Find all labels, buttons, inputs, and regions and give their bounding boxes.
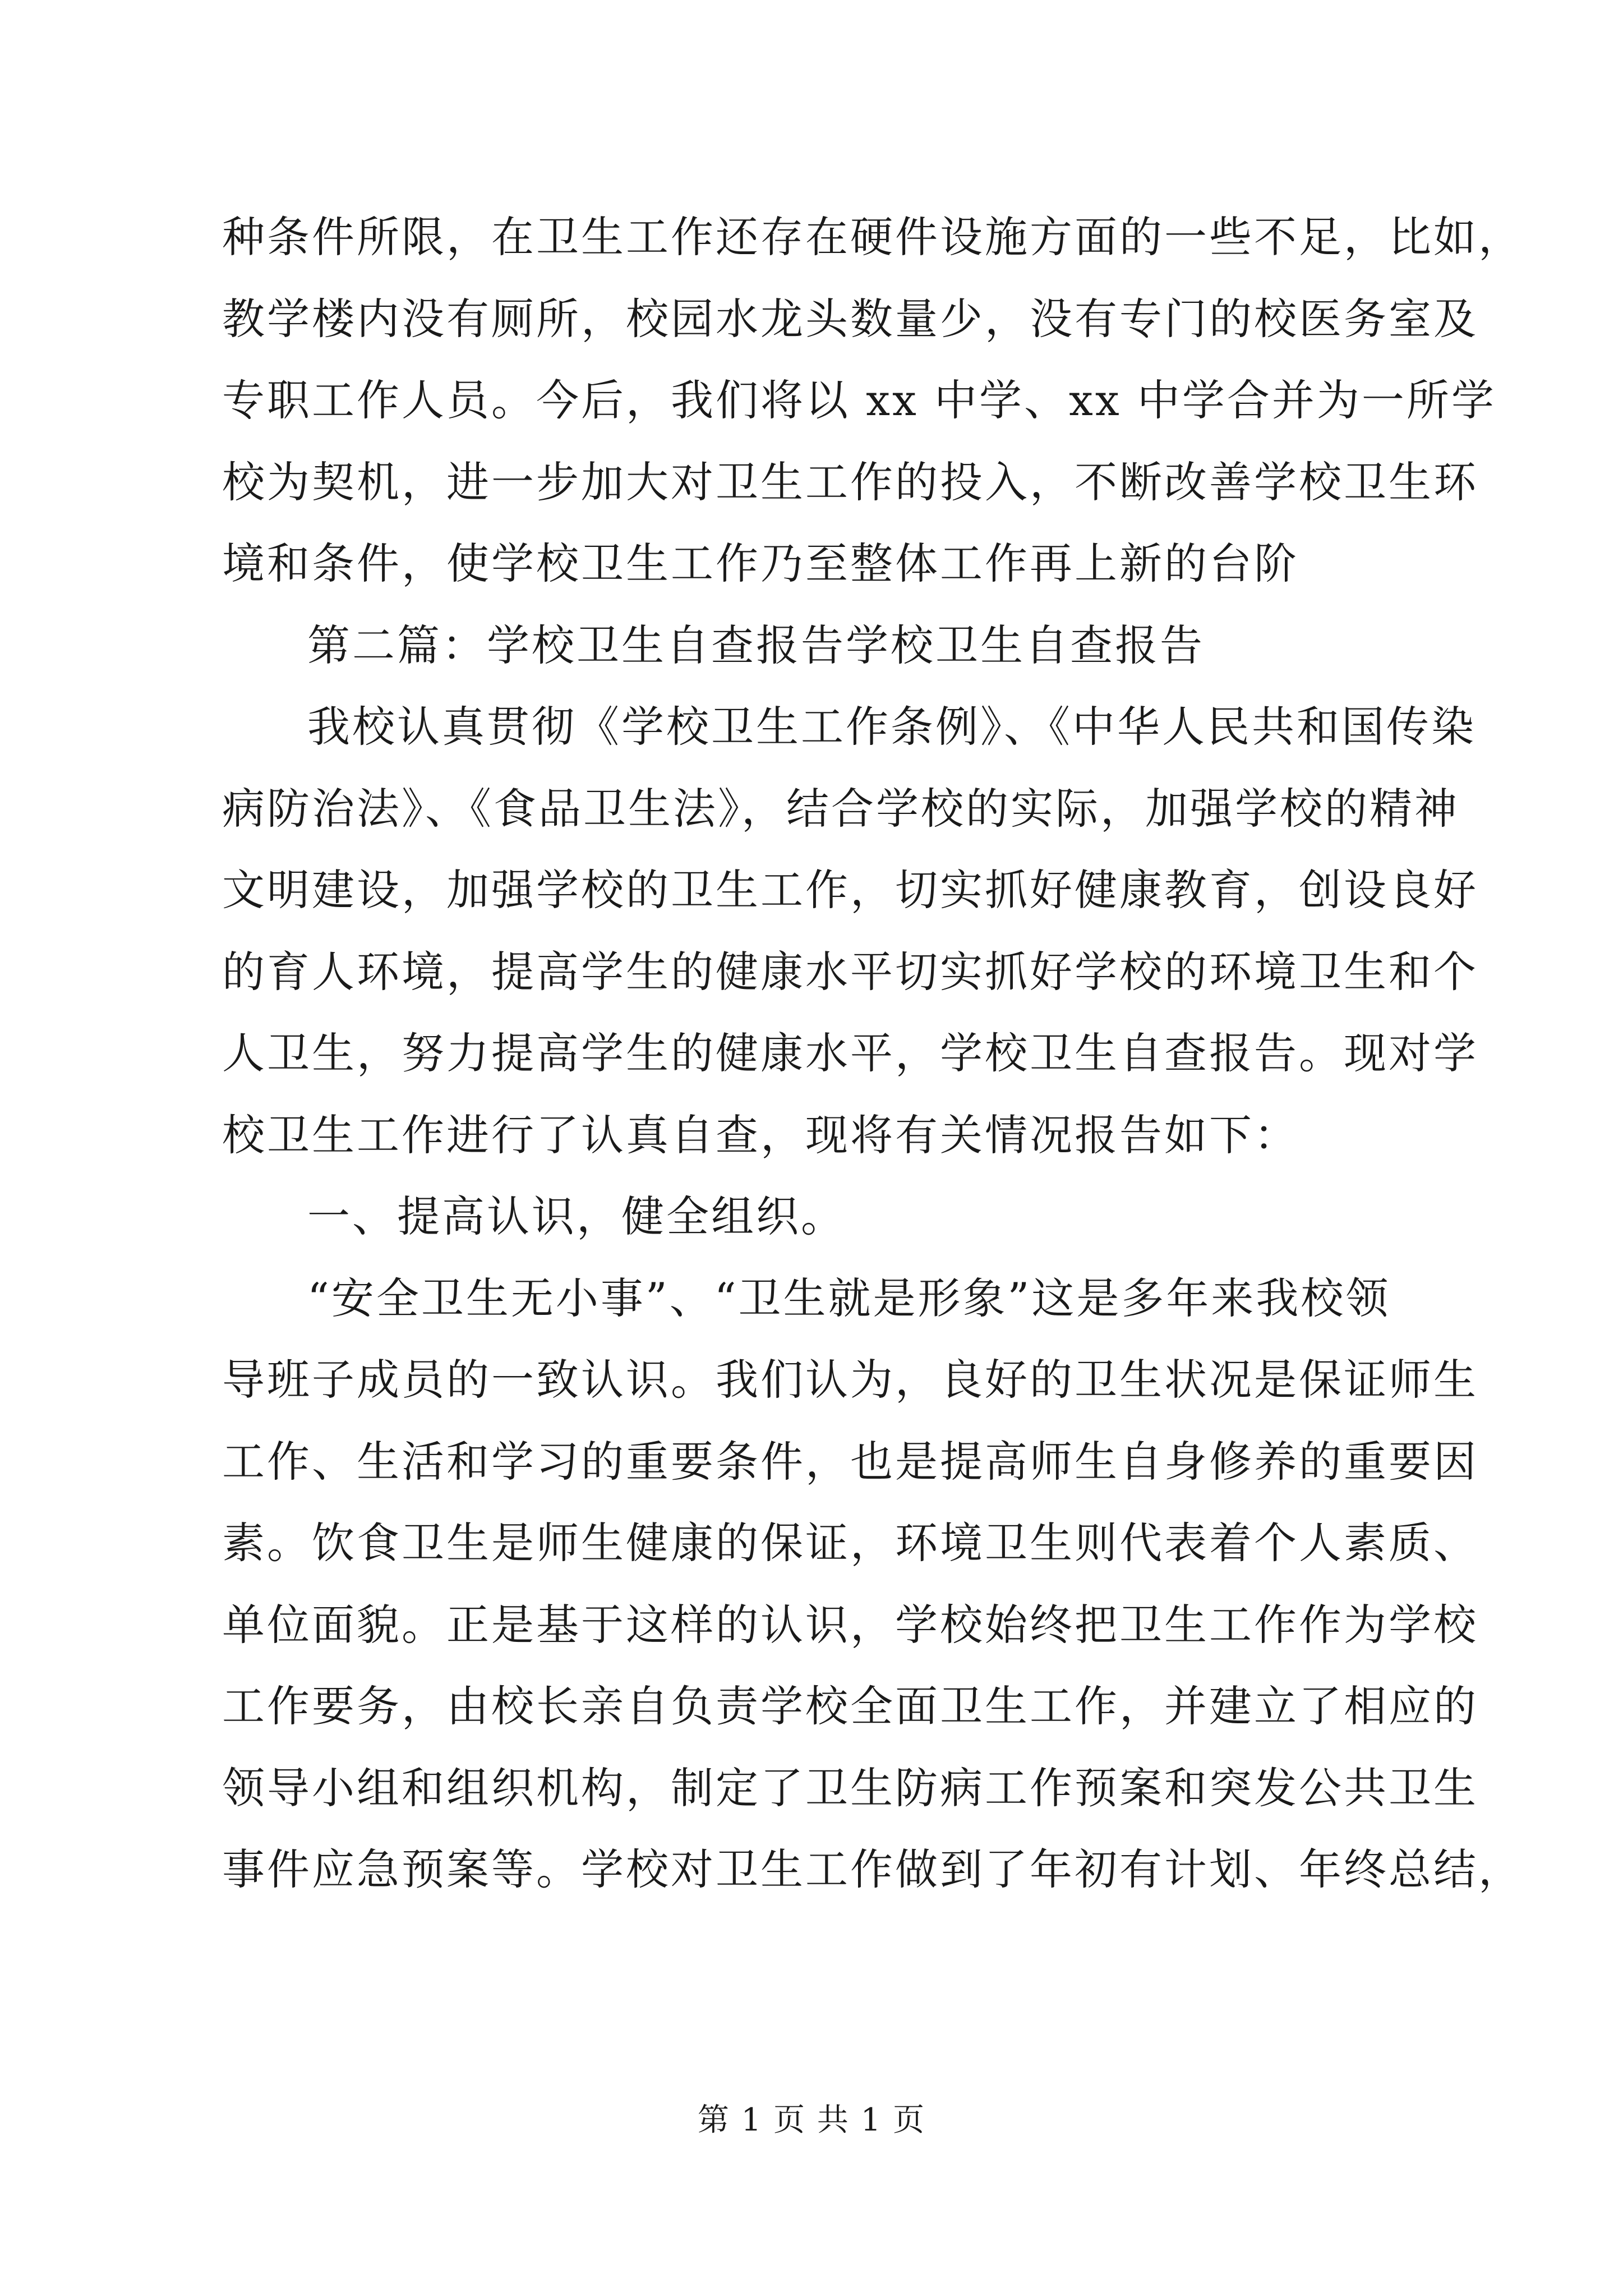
text-line-11: 人卫生，努力提高学生的健康水平，学校卫生自查报告。现对学 [222, 1028, 1478, 1078]
text-line-2: 教学楼内没有厕所，校园水龙头数量少，没有专门的校医务室及 [222, 293, 1478, 344]
text-line-16: 工作、生活和学习的重要条件，也是提高师生自身修养的重要因 [222, 1436, 1478, 1487]
body-text [222, 196, 1523, 1911]
text-line-1: 种条件所限，在卫生工作还存在硬件设施方面的一些不足，比如， [222, 212, 1523, 262]
text-line-19: 工作要务，由校长亲自负责学校全面卫生工作，并建立了相应的 [222, 1681, 1478, 1731]
text-line-9: 文明建设，加强学校的卫生工作，切实抓好健康教育，创设良好 [222, 865, 1478, 915]
text-line-12: 校卫生工作进行了认真自查，现将有关情况报告如下： [222, 1110, 1299, 1160]
text-line-5: 境和条件，使学校卫生工作乃至整体工作再上新的台阶 [222, 539, 1299, 588]
text-line-7: 我校认真贯彻《学校卫生工作条例》、《中华人民共和国传染 [307, 702, 1476, 752]
text-line-14: “安全卫生无小事”、“卫生就是形象”这是多年来我校领 [307, 1273, 1391, 1323]
text-line-20: 领导小组和组织机构，制定了卫生防病工作预案和突发公共卫生 [222, 1763, 1478, 1813]
text-line-10: 的育人环境，提高学生的健康水平切实抓好学校的环境卫生和个 [222, 946, 1478, 997]
text-line-4: 校为契机，进一步加大对卫生工作的投入，不断改善学校卫生环 [222, 457, 1478, 507]
page-number-footer: 第 1 页 共 1 页 [697, 2102, 926, 2138]
subsection-heading: 一、提高认识，健全组织。 [307, 1191, 846, 1241]
text-line-21: 事件应急预案等。学校对卫生工作做到了年初有计划、年终总结， [222, 1844, 1523, 1894]
section-heading: 第二篇：学校卫生自查报告学校卫生自查报告 [307, 620, 1205, 670]
text-line-15: 导班子成员的一致认识。我们认为，良好的卫生状况是保证师生 [222, 1355, 1478, 1405]
text-line-8: 病防治法》、《食品卫生法》，结合学校的实际，加强学校的精神 [222, 783, 1459, 834]
text-line-3: 专职工作人员。今后，我们将以 xx 中学、xx 中学合并为一所学 [222, 375, 1496, 425]
text-line-17: 素。饮食卫生是师生健康的保证，环境卫生则代表着个人素质、 [222, 1518, 1478, 1568]
text-line-18: 单位面貌。正是基于这样的认识，学校始终把卫生工作作为学校 [222, 1599, 1478, 1650]
